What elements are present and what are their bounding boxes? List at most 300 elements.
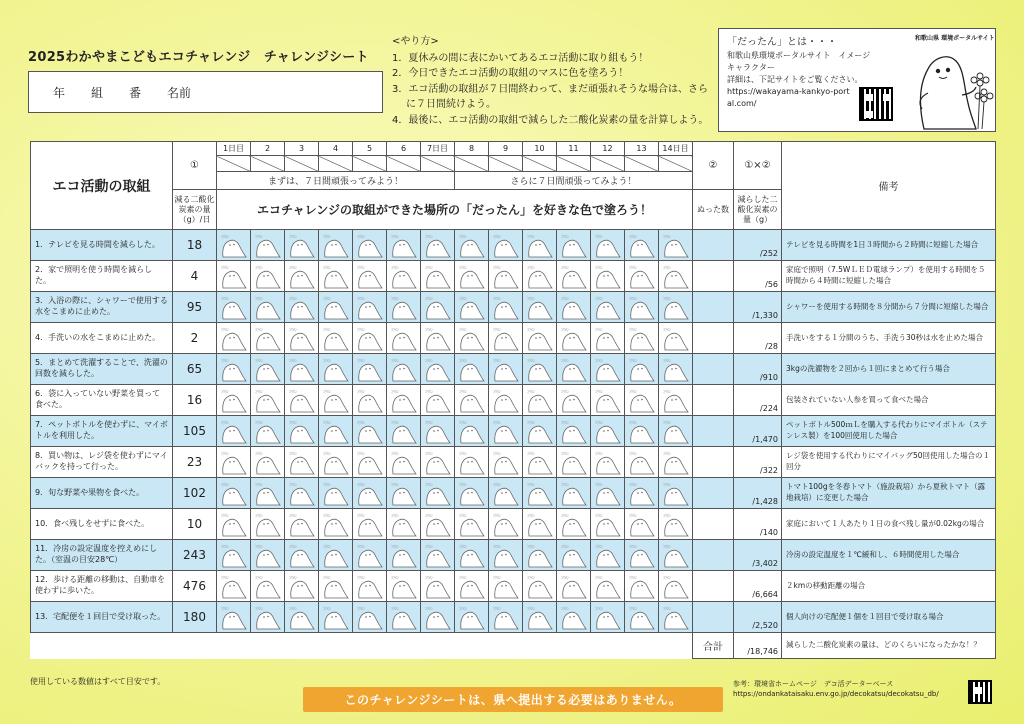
dattan-paint-cell[interactable]	[353, 571, 387, 602]
painted-count-cell[interactable]	[693, 540, 734, 571]
dattan-paint-cell[interactable]	[217, 571, 251, 602]
dattan-paint-cell[interactable]	[455, 385, 489, 416]
row-total[interactable]: /28	[734, 323, 782, 354]
day-header: 1日目	[217, 142, 251, 156]
dattan-paint-cell[interactable]	[217, 385, 251, 416]
dattan-paint-cell[interactable]	[489, 416, 523, 447]
svg-text:ｺｳｶﾝ: ｺｳｶﾝ	[356, 482, 365, 487]
dattan-paint-cell[interactable]	[591, 602, 625, 633]
dattan-paint-cell[interactable]	[319, 385, 353, 416]
svg-text:ｺｳｶﾝ: ｺｳｶﾝ	[526, 451, 535, 456]
dattan-paint-cell[interactable]	[591, 292, 625, 323]
remarks-header: 備考	[782, 142, 996, 230]
dattan-paint-cell[interactable]	[557, 261, 591, 292]
dattan-paint-cell[interactable]	[285, 292, 319, 323]
painted-count-cell[interactable]	[693, 230, 734, 261]
dattan-paint-cell[interactable]	[421, 354, 455, 385]
dattan-paint-cell[interactable]	[319, 292, 353, 323]
svg-text:ｺｳｶﾝ: ｺｳｶﾝ	[662, 451, 671, 456]
dattan-paint-cell[interactable]	[591, 478, 625, 509]
painted-count-cell[interactable]	[693, 602, 734, 633]
dattan-paint-cell[interactable]	[387, 478, 421, 509]
dattan-paint-cell[interactable]	[523, 354, 557, 385]
dattan-icon	[489, 480, 522, 506]
dattan-paint-cell[interactable]	[591, 354, 625, 385]
dattan-paint-cell[interactable]	[421, 509, 455, 540]
dattan-paint-cell[interactable]	[217, 292, 251, 323]
dattan-paint-cell[interactable]	[353, 416, 387, 447]
sum-total[interactable]: /18,746	[734, 633, 782, 659]
dattan-paint-cell[interactable]	[353, 230, 387, 261]
dattan-paint-cell[interactable]	[591, 261, 625, 292]
dattan-icon	[319, 418, 352, 444]
dattan-icon	[319, 263, 352, 289]
svg-text:ｺｳｶﾝ: ｺｳｶﾝ	[424, 327, 433, 332]
dattan-paint-cell[interactable]	[251, 540, 285, 571]
dattan-paint-cell[interactable]	[591, 540, 625, 571]
svg-text:ｺｳｶﾝ: ｺｳｶﾝ	[288, 606, 297, 611]
dattan-paint-cell[interactable]	[217, 323, 251, 354]
painted-count-cell[interactable]	[693, 385, 734, 416]
table-row	[31, 540, 996, 571]
dattan-paint-cell[interactable]	[285, 354, 319, 385]
svg-text:ｺｳｶﾝ: ｺｳｶﾝ	[390, 389, 399, 394]
dattan-paint-cell[interactable]	[319, 230, 353, 261]
dattan-icon	[625, 325, 658, 351]
dattan-paint-cell[interactable]	[251, 230, 285, 261]
dattan-paint-cell[interactable]	[217, 416, 251, 447]
name-field[interactable]	[28, 71, 383, 113]
dattan-icon	[319, 356, 352, 382]
dattan-paint-cell[interactable]	[319, 478, 353, 509]
dattan-paint-cell[interactable]	[387, 230, 421, 261]
dattan-paint-cell[interactable]	[523, 261, 557, 292]
dattan-paint-cell[interactable]	[353, 540, 387, 571]
dattan-paint-cell[interactable]	[285, 478, 319, 509]
dattan-paint-cell[interactable]	[285, 602, 319, 633]
dattan-paint-cell[interactable]	[319, 571, 353, 602]
row-total[interactable]: /1,470	[734, 416, 782, 447]
dattan-paint-cell[interactable]	[625, 323, 659, 354]
dattan-paint-cell[interactable]	[557, 385, 591, 416]
dattan-paint-cell[interactable]	[557, 292, 591, 323]
svg-text:ｺｳｶﾝ: ｺｳｶﾝ	[254, 482, 263, 487]
dattan-paint-cell[interactable]	[591, 323, 625, 354]
dattan-paint-cell[interactable]	[523, 571, 557, 602]
portal-link[interactable]: https://wakayama-kankyo-portal.com/	[727, 87, 850, 108]
dattan-paint-cell[interactable]	[251, 261, 285, 292]
painted-count-cell[interactable]	[693, 261, 734, 292]
dattan-paint-cell[interactable]	[387, 540, 421, 571]
dattan-paint-cell[interactable]	[489, 292, 523, 323]
dattan-paint-cell[interactable]	[421, 478, 455, 509]
dattan-icon	[217, 387, 250, 413]
row-total[interactable]: /140	[734, 509, 782, 540]
painted-count-cell[interactable]	[693, 478, 734, 509]
svg-text:ｺｳｶﾝ: ｺｳｶﾝ	[390, 234, 399, 239]
dattan-icon	[387, 263, 420, 289]
svg-text:ｺｳｶﾝ: ｺｳｶﾝ	[492, 265, 501, 270]
dattan-paint-cell[interactable]	[387, 261, 421, 292]
dattan-paint-cell[interactable]	[591, 230, 625, 261]
dattan-icon	[319, 294, 352, 320]
dattan-icon	[251, 232, 284, 258]
col3-label: 減らした二酸化炭素の量（g）	[734, 190, 782, 230]
row-total[interactable]: /1,428	[734, 478, 782, 509]
svg-text:ｺｳｶﾝ: ｺｳｶﾝ	[288, 451, 297, 456]
dattan-icon	[557, 387, 590, 413]
dattan-paint-cell[interactable]	[523, 416, 557, 447]
dattan-paint-cell[interactable]	[421, 385, 455, 416]
dattan-paint-cell[interactable]	[557, 571, 591, 602]
dattan-paint-cell[interactable]	[251, 323, 285, 354]
dattan-paint-cell[interactable]	[523, 478, 557, 509]
dattan-paint-cell[interactable]	[659, 509, 693, 540]
dattan-paint-cell[interactable]	[421, 261, 455, 292]
svg-text:ｺｳｶﾝ: ｺｳｶﾝ	[288, 575, 297, 580]
dattan-paint-cell[interactable]	[523, 230, 557, 261]
dattan-paint-cell[interactable]	[319, 540, 353, 571]
dattan-paint-cell[interactable]	[489, 478, 523, 509]
dattan-paint-cell[interactable]	[217, 261, 251, 292]
dattan-paint-cell[interactable]	[319, 602, 353, 633]
dattan-paint-cell[interactable]	[285, 416, 319, 447]
svg-text:ｺｳｶﾝ: ｺｳｶﾝ	[594, 544, 603, 549]
dattan-paint-cell[interactable]	[285, 323, 319, 354]
dattan-paint-cell[interactable]	[557, 509, 591, 540]
svg-text:ｺｳｶﾝ: ｺｳｶﾝ	[662, 575, 671, 580]
dattan-paint-cell[interactable]	[387, 602, 421, 633]
svg-text:ｺｳｶﾝ: ｺｳｶﾝ	[560, 451, 569, 456]
dattan-paint-cell[interactable]	[353, 354, 387, 385]
painted-count-cell[interactable]	[693, 447, 734, 478]
row-total[interactable]: /252	[734, 230, 782, 261]
dattan-icon	[387, 232, 420, 258]
svg-text:ｺｳｶﾝ: ｺｳｶﾝ	[662, 513, 671, 518]
dattan-paint-cell[interactable]	[285, 509, 319, 540]
dattan-paint-cell[interactable]	[217, 478, 251, 509]
date-slot[interactable]	[591, 156, 625, 172]
col2-header: ②	[693, 142, 734, 190]
svg-text:ｺｳｶﾝ: ｺｳｶﾝ	[458, 296, 467, 301]
dattan-icon	[285, 542, 318, 568]
svg-text:ｺｳｶﾝ: ｺｳｶﾝ	[254, 296, 263, 301]
dattan-paint-cell[interactable]	[625, 261, 659, 292]
dattan-paint-cell[interactable]	[421, 540, 455, 571]
dattan-paint-cell[interactable]	[557, 602, 591, 633]
date-slot[interactable]	[319, 156, 353, 172]
action-text: 12．歩ける距離の移動は、自動車を使わずに歩いた。	[31, 571, 173, 602]
dattan-paint-cell[interactable]	[489, 323, 523, 354]
dattan-icon	[319, 387, 352, 413]
dattan-paint-cell[interactable]	[659, 447, 693, 478]
dattan-icon	[353, 573, 386, 599]
dattan-paint-cell[interactable]	[455, 571, 489, 602]
dattan-paint-cell[interactable]	[455, 292, 489, 323]
dattan-paint-cell[interactable]	[319, 416, 353, 447]
dattan-paint-cell[interactable]	[489, 571, 523, 602]
svg-text:ｺｳｶﾝ: ｺｳｶﾝ	[356, 513, 365, 518]
dattan-paint-cell[interactable]	[659, 292, 693, 323]
dattan-paint-cell[interactable]	[353, 323, 387, 354]
dattan-paint-cell[interactable]	[251, 509, 285, 540]
dattan-paint-cell[interactable]	[455, 323, 489, 354]
dattan-paint-cell[interactable]	[659, 478, 693, 509]
dattan-paint-cell[interactable]	[353, 261, 387, 292]
dattan-icon	[523, 263, 556, 289]
row-total[interactable]: /1,330	[734, 292, 782, 323]
dattan-paint-cell[interactable]	[625, 540, 659, 571]
dattan-paint-cell[interactable]	[659, 261, 693, 292]
dattan-paint-cell[interactable]	[421, 292, 455, 323]
dattan-paint-cell[interactable]	[489, 385, 523, 416]
dattan-paint-cell[interactable]	[489, 447, 523, 478]
painted-count-cell[interactable]	[693, 354, 734, 385]
dattan-paint-cell[interactable]	[387, 447, 421, 478]
dattan-paint-cell[interactable]	[455, 261, 489, 292]
dattan-paint-cell[interactable]	[251, 478, 285, 509]
date-slot[interactable]	[523, 156, 557, 172]
dattan-paint-cell[interactable]	[455, 447, 489, 478]
painted-count-cell[interactable]	[693, 509, 734, 540]
dattan-icon	[625, 294, 658, 320]
dattan-paint-cell[interactable]	[489, 230, 523, 261]
dattan-paint-cell[interactable]	[217, 509, 251, 540]
dattan-paint-cell[interactable]	[523, 602, 557, 633]
dattan-paint-cell[interactable]	[285, 385, 319, 416]
dattan-paint-cell[interactable]	[455, 540, 489, 571]
dattan-paint-cell[interactable]	[523, 385, 557, 416]
dattan-paint-cell[interactable]	[251, 292, 285, 323]
dattan-paint-cell[interactable]	[251, 354, 285, 385]
dattan-paint-cell[interactable]	[557, 323, 591, 354]
painted-count-cell[interactable]	[693, 323, 734, 354]
svg-text:ｺｳｶﾝ: ｺｳｶﾝ	[424, 513, 433, 518]
dattan-icon	[387, 294, 420, 320]
dattan-paint-cell[interactable]	[387, 292, 421, 323]
dattan-paint-cell[interactable]	[659, 323, 693, 354]
dattan-paint-cell[interactable]	[625, 292, 659, 323]
dattan-paint-cell[interactable]	[387, 323, 421, 354]
date-slot[interactable]	[421, 156, 455, 172]
dattan-icon	[353, 604, 386, 630]
date-slot[interactable]	[217, 156, 251, 172]
dattan-paint-cell[interactable]	[455, 602, 489, 633]
dattan-paint-cell[interactable]	[353, 602, 387, 633]
dattan-paint-cell[interactable]	[489, 540, 523, 571]
dattan-paint-cell[interactable]	[591, 509, 625, 540]
dattan-paint-cell[interactable]	[319, 261, 353, 292]
dattan-paint-cell[interactable]	[455, 416, 489, 447]
svg-text:ｺｳｶﾝ: ｺｳｶﾝ	[526, 327, 535, 332]
dattan-paint-cell[interactable]	[489, 602, 523, 633]
dattan-paint-cell[interactable]	[523, 540, 557, 571]
dattan-paint-cell[interactable]	[319, 447, 353, 478]
dattan-paint-cell[interactable]	[353, 385, 387, 416]
dattan-paint-cell[interactable]	[421, 571, 455, 602]
dattan-icon	[625, 387, 658, 413]
dattan-paint-cell[interactable]	[421, 602, 455, 633]
row-total[interactable]: /322	[734, 447, 782, 478]
dattan-paint-cell[interactable]	[387, 416, 421, 447]
dattan-paint-cell[interactable]	[387, 354, 421, 385]
dattan-paint-cell[interactable]	[489, 354, 523, 385]
dattan-paint-cell[interactable]	[455, 230, 489, 261]
table-row	[31, 323, 996, 354]
svg-text:ｺｳｶﾝ: ｺｳｶﾝ	[254, 389, 263, 394]
date-slot[interactable]	[353, 156, 387, 172]
dattan-paint-cell[interactable]	[523, 509, 557, 540]
dattan-paint-cell[interactable]	[353, 447, 387, 478]
dattan-paint-cell[interactable]	[421, 447, 455, 478]
co2-value: 4	[173, 261, 217, 292]
dattan-paint-cell[interactable]	[659, 571, 693, 602]
dattan-paint-cell[interactable]	[659, 416, 693, 447]
dattan-paint-cell[interactable]	[455, 478, 489, 509]
dattan-paint-cell[interactable]	[421, 230, 455, 261]
svg-text:ｺｳｶﾝ: ｺｳｶﾝ	[424, 451, 433, 456]
svg-text:ｺｳｶﾝ: ｺｳｶﾝ	[254, 420, 263, 425]
svg-text:ｺｳｶﾝ: ｺｳｶﾝ	[356, 420, 365, 425]
dattan-paint-cell[interactable]	[625, 447, 659, 478]
dattan-paint-cell[interactable]	[659, 385, 693, 416]
dattan-paint-cell[interactable]	[319, 323, 353, 354]
row-total[interactable]: /910	[734, 354, 782, 385]
svg-text:ｺｳｶﾝ: ｺｳｶﾝ	[492, 296, 501, 301]
row-total[interactable]: /3,402	[734, 540, 782, 571]
dattan-paint-cell[interactable]	[217, 354, 251, 385]
row-total[interactable]: /6,664	[734, 571, 782, 602]
dattan-icon	[353, 542, 386, 568]
dattan-paint-cell[interactable]	[285, 571, 319, 602]
date-slot[interactable]	[285, 156, 319, 172]
dattan-paint-cell[interactable]	[217, 230, 251, 261]
date-slot[interactable]	[625, 156, 659, 172]
dattan-paint-cell[interactable]	[625, 230, 659, 261]
painted-count-cell[interactable]	[693, 571, 734, 602]
svg-text:ｺｳｶﾝ: ｺｳｶﾝ	[560, 327, 569, 332]
row-total[interactable]: /56	[734, 261, 782, 292]
dattan-paint-cell[interactable]	[591, 385, 625, 416]
dattan-paint-cell[interactable]	[591, 571, 625, 602]
painted-count-cell[interactable]	[693, 292, 734, 323]
dattan-paint-cell[interactable]	[557, 478, 591, 509]
dattan-paint-cell[interactable]	[319, 509, 353, 540]
dattan-paint-cell[interactable]	[387, 509, 421, 540]
dattan-paint-cell[interactable]	[217, 540, 251, 571]
dattan-paint-cell[interactable]	[251, 602, 285, 633]
date-slot[interactable]	[659, 156, 693, 172]
dattan-paint-cell[interactable]	[659, 230, 693, 261]
dattan-paint-cell[interactable]	[523, 292, 557, 323]
dattan-paint-cell[interactable]	[251, 385, 285, 416]
dattan-paint-cell[interactable]	[489, 261, 523, 292]
dattan-paint-cell[interactable]	[557, 447, 591, 478]
painted-count-cell[interactable]	[693, 416, 734, 447]
svg-text:ｺｳｶﾝ: ｺｳｶﾝ	[424, 575, 433, 580]
svg-text:ｺｳｶﾝ: ｺｳｶﾝ	[662, 389, 671, 394]
dattan-icon	[591, 325, 624, 351]
dattan-paint-cell[interactable]	[625, 354, 659, 385]
date-slot[interactable]	[251, 156, 285, 172]
dattan-paint-cell[interactable]	[557, 416, 591, 447]
dattan-paint-cell[interactable]	[523, 323, 557, 354]
date-slot[interactable]	[489, 156, 523, 172]
reference-url[interactable]: https://ondankataisaku.env.go.jp/decokatsu/decokatsu_db/	[733, 689, 939, 698]
dattan-paint-cell[interactable]	[625, 571, 659, 602]
row-total[interactable]: /2,520	[734, 602, 782, 633]
dattan-paint-cell[interactable]	[625, 478, 659, 509]
dattan-paint-cell[interactable]	[251, 571, 285, 602]
dattan-paint-cell[interactable]	[523, 447, 557, 478]
dattan-paint-cell[interactable]	[659, 540, 693, 571]
dattan-paint-cell[interactable]	[421, 416, 455, 447]
dattan-icon	[455, 387, 488, 413]
dattan-paint-cell[interactable]	[625, 416, 659, 447]
dattan-paint-cell[interactable]	[455, 354, 489, 385]
dattan-paint-cell[interactable]	[557, 354, 591, 385]
dattan-icon	[659, 263, 692, 289]
dattan-paint-cell[interactable]	[285, 230, 319, 261]
dattan-icon	[591, 387, 624, 413]
dattan-paint-cell[interactable]	[557, 230, 591, 261]
dattan-icon	[625, 263, 658, 289]
dattan-icon	[285, 573, 318, 599]
dattan-paint-cell[interactable]	[319, 354, 353, 385]
dattan-paint-cell[interactable]	[557, 540, 591, 571]
dattan-paint-cell[interactable]	[625, 385, 659, 416]
dattan-paint-cell[interactable]	[489, 509, 523, 540]
dattan-paint-cell[interactable]	[251, 447, 285, 478]
dattan-paint-cell[interactable]	[591, 416, 625, 447]
dattan-paint-cell[interactable]	[285, 447, 319, 478]
svg-text:ｺｳｶﾝ: ｺｳｶﾝ	[662, 606, 671, 611]
paint-instruction: エコチャレンジの取組ができた場所の「だったん」を好きな色で塗ろう！	[217, 190, 693, 230]
dattan-paint-cell[interactable]	[353, 509, 387, 540]
dattan-icon	[387, 480, 420, 506]
date-slot[interactable]	[455, 156, 489, 172]
day-header: 7日目	[421, 142, 455, 156]
dattan-paint-cell[interactable]	[659, 602, 693, 633]
dattan-paint-cell[interactable]	[455, 509, 489, 540]
dattan-paint-cell[interactable]	[217, 447, 251, 478]
dattan-paint-cell[interactable]	[625, 509, 659, 540]
svg-text:ｺｳｶﾝ: ｺｳｶﾝ	[526, 296, 535, 301]
svg-text:ｺｳｶﾝ: ｺｳｶﾝ	[662, 482, 671, 487]
dattan-icon	[217, 356, 250, 382]
table-row	[31, 571, 996, 602]
dattan-paint-cell[interactable]	[387, 385, 421, 416]
dattan-paint-cell[interactable]	[421, 323, 455, 354]
dattan-paint-cell[interactable]	[353, 478, 387, 509]
svg-text:ｺｳｶﾝ: ｺｳｶﾝ	[288, 296, 297, 301]
dattan-paint-cell[interactable]	[591, 447, 625, 478]
row-total[interactable]: /224	[734, 385, 782, 416]
date-slot[interactable]	[387, 156, 421, 172]
date-slot[interactable]	[557, 156, 591, 172]
dattan-paint-cell[interactable]	[285, 540, 319, 571]
svg-text:ｺｳｶﾝ: ｺｳｶﾝ	[288, 234, 297, 239]
dattan-icon	[625, 418, 658, 444]
dattan-paint-cell[interactable]	[217, 602, 251, 633]
dattan-paint-cell[interactable]	[285, 261, 319, 292]
dattan-paint-cell[interactable]	[251, 416, 285, 447]
dattan-paint-cell[interactable]	[659, 354, 693, 385]
dattan-paint-cell[interactable]	[387, 571, 421, 602]
dattan-icon	[251, 418, 284, 444]
dattan-paint-cell[interactable]	[625, 602, 659, 633]
dattan-paint-cell[interactable]	[353, 292, 387, 323]
